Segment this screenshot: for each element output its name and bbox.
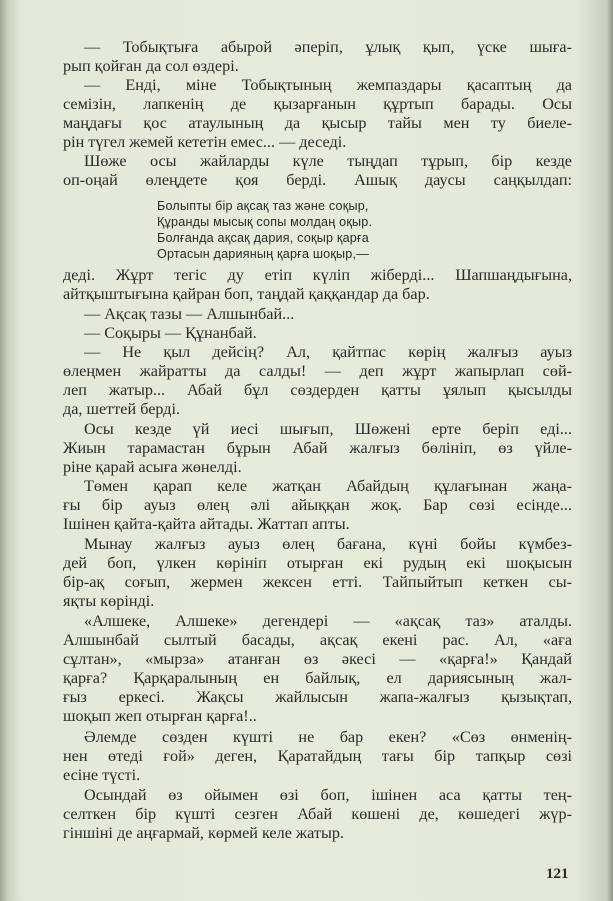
page-number: 121: [546, 866, 569, 882]
text-line: сұлтан», «мырза» атанған өз әкесі — «қарға!» Қандай: [63, 650, 572, 668]
text-line: селткен бір күшті сезген Абай көшені де, көшедегі жүр-: [63, 805, 572, 823]
text-line: Шөже осы жайларды күле тыңдап тұрып, бір кезде: [84, 152, 572, 170]
text-line: «Алшеке, Алшеке» дегендері — «ақсақ таз» аталды.: [84, 612, 572, 630]
text-line: Ішінен қайта-қайта айтады. Жаттап апты.: [63, 515, 350, 533]
text-line: дей боп, үлкен көрініп отырған екі рудың екі шоқысын: [63, 554, 572, 572]
text-line: есіне түсті.: [63, 766, 141, 784]
text-line: өлеңмен жайратты да салды! — деп жұрт жапырлап сөй-: [63, 362, 572, 380]
verse-line: Болғанда ақсақ дария, соқыр қарға: [157, 231, 369, 245]
text-line: рып қойған да сол өздері.: [63, 57, 239, 75]
text-line: айтқыштығына қайран боп, таңдай қаққандар да бар.: [63, 285, 430, 303]
text-line: ғыз еркесі. Жақсы жайлысын жапа-жалғыз қызықтап,: [63, 688, 572, 706]
text-line: — Тобықтыға абырой әперіп, ұлық қып, үске шыға-: [84, 38, 572, 56]
text-line: яқты көрінді.: [63, 592, 155, 610]
text-line: қарға? Қарқаралының ен байлық, ел дариясының жал-: [63, 669, 572, 687]
text-line: оп-оңай өлеңдете қоя берді. Ашық даусы саңқылдап:: [63, 171, 572, 189]
text-line: — Енді, міне Тобықтының жемпаздары қасаптың да: [84, 76, 572, 94]
text-line: нен өтеді ғой» деген, Қаратайдың тағы бір тапқыр сөзі: [63, 747, 572, 765]
text-line: маңдағы қос атаулының да қысыр тайы мен ту биеле-: [63, 114, 572, 132]
text-line: Әлемде сөзден күшті не бар екен? «Сөз өнменің-: [84, 728, 572, 746]
text-line: семізін, лапкенің де қызарғанын құртып барады. Осы: [63, 95, 572, 113]
text-line: деді. Жұрт тегіс ду етіп күліп жіберді... Шапшаңдығына,: [63, 266, 572, 284]
text-line: ріне қарай асыға жөнелді.: [63, 458, 242, 476]
text-line: — Не қыл дейсің? Ал, қайтпас көрің жалғыз ауыз: [84, 343, 572, 361]
text-line: бір-ақ соғып, жермен жексен етті. Тайпыйтып кеткен сы-: [63, 573, 572, 591]
verse-line: Болыпты бір ақсақ таз және соқыр,: [157, 199, 369, 213]
text-line: Осы кезде үй иесі шығып, Шөжені ерте беріп еді...: [84, 420, 572, 438]
text-line: Осындай өз ойымен өзі боп, ішінен аса қатты тең-: [84, 786, 572, 804]
text-line: да, шеттей берді.: [63, 400, 181, 418]
verse-line: Ортасын дарияның қарға шоқыр,—: [157, 247, 370, 261]
text-line: — Ақсақ тазы — Алшынбай...: [84, 305, 295, 323]
text-line: рін түгел жемей кететін емес... — деседі.: [63, 133, 347, 151]
text-line: леп жатыр... Абай бұл сөздерден қатты ұялып қысылды: [63, 381, 572, 399]
text-line: Төмен қарап келе жатқан Абайдың құлағынан жаңа-: [84, 477, 572, 495]
text-line: шоқып жеп отырған қарға!..: [63, 707, 257, 725]
text-line: гіншіні де аңғармай, көрмей келе жатыр.: [63, 824, 344, 842]
text-line: Алшынбай сылтый басады, ақсақ екені рас. Ал, «аға: [63, 631, 572, 649]
text-line: Жиын тарамастан бұрын Абай жалғыз бөлініп, өз үйле-: [63, 439, 572, 457]
text-line: ғы бір ауыз өлең әлі айыққан жоқ. Бар сөзі есінде...: [63, 496, 572, 514]
text-line: Мынау жалғыз ауыз өлең бағана, күні бойы күмбез-: [84, 535, 572, 553]
verse-line: Құранды мысық сопы молдаң оқыр.: [157, 215, 373, 229]
text-line: — Соқыры — Құнанбай.: [84, 324, 257, 342]
